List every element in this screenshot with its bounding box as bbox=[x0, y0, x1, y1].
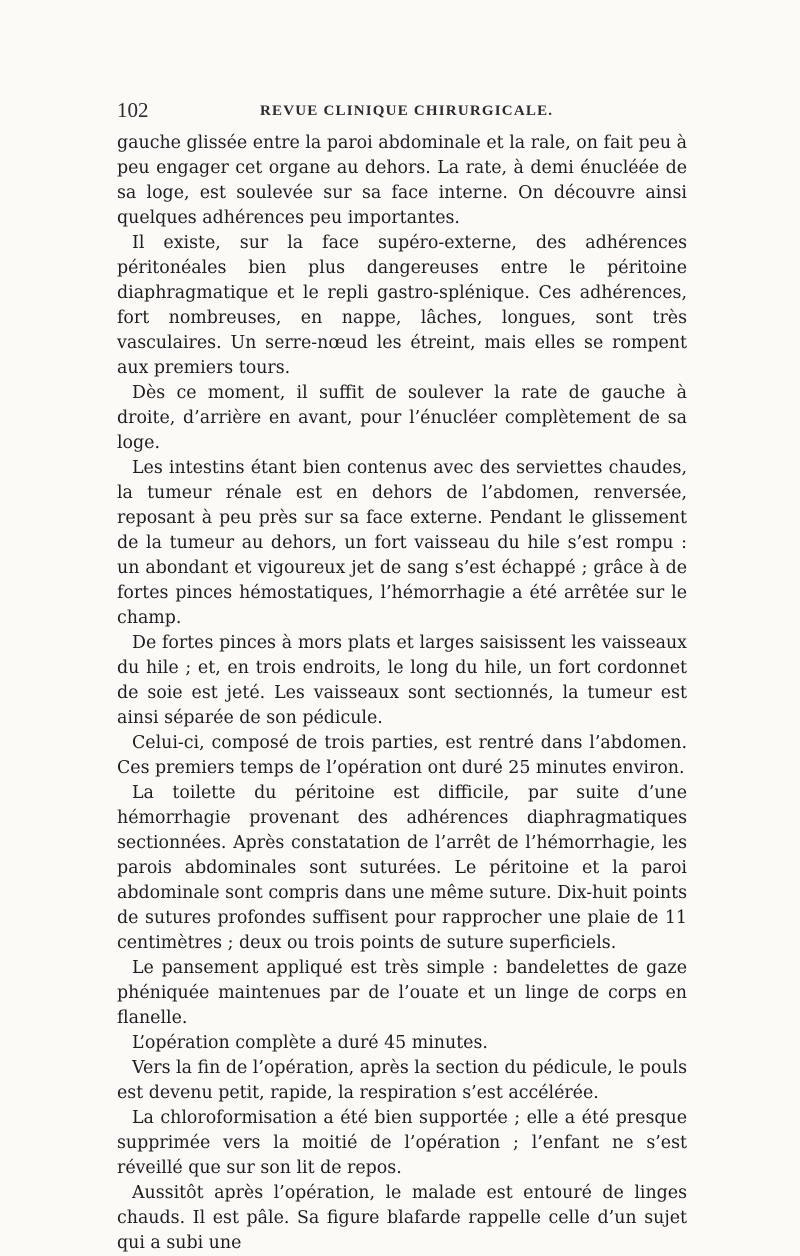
paragraph-pouls: Vers la fin de l’opération, après la section du pédicule, le pouls est devenu petit, rapide, la respiration s’est accélérée. bbox=[117, 1058, 687, 1103]
page-header bbox=[117, 97, 687, 125]
paragraph-apres-operation: Aussitôt après l’opération, le malade est entouré de linges chauds. Il est pâle. Sa figure blafarde rappelle celle d’un sujet qui a subi une bbox=[117, 1183, 687, 1253]
body-text bbox=[117, 131, 687, 1256]
paragraph-pinces: De fortes pinces à mors plats et larges saisissent les vaisseaux du hile ; et, en trois endroits, le long du hile, un fort cordonnet de soie est jeté. Les vaisseaux sont sectionnés, la tumeur est ainsi séparée de son pédicule. bbox=[117, 633, 687, 728]
paragraph-duree: L’opération complète a duré 45 minutes. bbox=[132, 1033, 488, 1053]
page-number: 102 bbox=[117, 98, 149, 122]
running-title: REVUE CLINIQUE CHIRURGICALE. bbox=[260, 103, 554, 119]
paragraph-supero-externe: Il existe, sur la face supéro-externe, des adhérences péritonéales bien plus dangereuses entre le péritoine diaphragmatique et le repli gastro-splénique. Ces adhérences, fort nombreuses, en nappe, lâches, longues, sont très vasculaires. Un serre-nœud les étreint, mais elles se rompent aux premiers tours. bbox=[117, 233, 687, 378]
paragraph-pansement: Le pansement appliqué est très simple : bandelettes de gaze phéniquée maintenues par de l’ouate et un linge de corps en flanelle. bbox=[117, 958, 687, 1028]
paragraph-continuation: gauche glissée entre la paroi abdominale et la rale, on fait peu à peu engager cet organe au dehors. La rate, à demi énucléée de sa loge, est soulevée sur sa face interne. On découvre ainsi quelques adhérences peu importantes. bbox=[117, 133, 687, 228]
paragraph-enucleation: Dès ce moment, il suffit de soulever la rate de gauche à droite, d’arrière en avant, pour l’énucléer complètement de sa loge. bbox=[117, 383, 687, 453]
paragraph-pedicule: Celui-ci, composé de trois parties, est rentré dans l’abdomen. Ces premiers temps de l’opération ont duré 25 minutes environ. bbox=[117, 733, 687, 778]
paragraph-toilette-peritoine: La toilette du péritoine est difficile, par suite d’une hémorrhagie provenant des adhérences diaphragmatiques sectionnées. Après constatation de l’arrêt de l’hémorrhagie, les parois abdominales sont suturées. Le péritoine et la paroi abdominale sont compris dans une même suture. Dix-huit points de sutures profondes suffisent pour rapprocher une plaie de 11 centimètres ; deux ou trois points de suture superficiels. bbox=[117, 783, 687, 953]
paragraph-chloroformisation: La chloroformisation a été bien supportée ; elle a été presque supprimée vers la moitié de l’opération ; l’enfant ne s’est réveillé que sur son lit de repos. bbox=[117, 1108, 687, 1178]
paragraph-tumeur-renale: Les intestins étant bien contenus avec des serviettes chaudes, la tumeur rénale est en dehors de l’abdomen, renversée, reposant à peu près sur sa face externe. Pendant le glissement de la tumeur au dehors, un fort vaisseau du hile s’est rompu : un abondant et vigoureux jet de sang s’est échappé ; grâce à de fortes pinces hémostatiques, l’hémorrhagie a été arrêtée sur le champ. bbox=[117, 458, 687, 628]
